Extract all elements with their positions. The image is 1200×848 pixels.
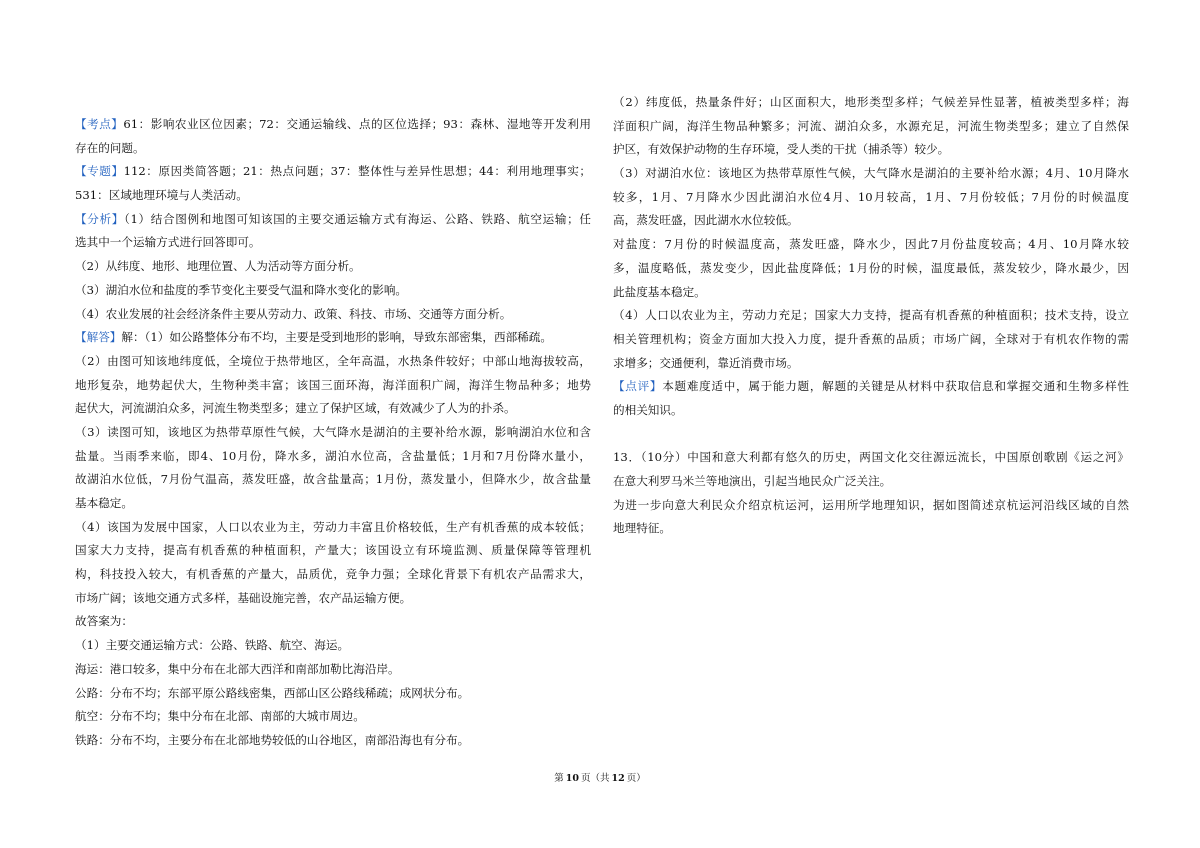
answer-line: 较多，1月、7月降水少因此湖泊水位4月、10月较高，1月、7月份较低；7月份的时候温度	[613, 189, 1129, 204]
jieda-line: 起伏大，河流湖泊众多，河流生物类型多；建立了保护区域，有效减少了人为的扑杀。	[75, 401, 516, 416]
dianping-text: 本题难度适中，属于能力题，解题的关键是从材料中获取信息和掌握交通和生物多样性	[662, 379, 1129, 394]
footer-prefix: 第	[554, 773, 564, 784]
answer-line: （2）纬度低，热量条件好；山区面积大，地形类型多样；气候差异性显著，植被类型多样；海	[613, 95, 1129, 109]
answer-line: （1）主要交通运输方式：公路、铁路、航空、海运。	[75, 638, 350, 653]
answer-line: 护区，有效保护动物的生存环境，受人类的干扰（捕杀等）较少。	[613, 142, 950, 157]
fenxi-line: 选其中一个运输方式进行回答即可。	[75, 235, 261, 250]
fenxi-line: （3）湖泊水位和盐度的季节变化主要受气温和降水变化的影响。	[75, 282, 408, 297]
answer-line: 高，蒸发旺盛，因此湖水水位较低。	[613, 213, 799, 228]
zhuanti-text: 112：原因类简答题；21：热点问题；37：整体性与差异性思想；44：利用地理事实；	[123, 164, 591, 179]
jieda-line: （4）该国为发展中国家，人口以农业为主，劳动力丰富且价格较低，生产有机香蕉的成本较低；	[75, 519, 591, 534]
fenxi-line	[75, 208, 591, 232]
right-column	[613, 91, 1129, 541]
jieda-text: 解：（1）如公路整体分布不均，主要是受到地形的影响，导致东部密集，西部稀疏。	[121, 330, 552, 345]
jieda-line	[75, 326, 591, 350]
answer-line: 洋面积广阔，海洋生物品种繁多；河流、湖泊众多，水源充足，河流生物类型多；建立了自然保	[613, 118, 1129, 133]
total-pages: 12	[611, 773, 625, 784]
jieda-line: 构，科技投入较大，有机香蕉的产量大，品质优，竞争力强；全球化背景下有机农产品需求大，	[75, 567, 591, 582]
dianping-line	[613, 375, 1129, 399]
blank-line	[613, 423, 1129, 447]
answer-line: 此盐度基本稳定。	[613, 284, 706, 299]
kaodian-line	[75, 113, 591, 137]
zhuanti-line	[75, 160, 591, 184]
answer-line: 多，温度略低，蒸发变少，因此盐度降低；1月份的时候，温度最低，蒸发较少，降水最少，因	[613, 260, 1129, 275]
answer-line: 相关管理机构；资金方面加大投入力度，提升香蕉的品质；市场广阔，全球对于有机农作物的需	[613, 331, 1129, 346]
dianping-line: 的相关知识。	[613, 402, 683, 417]
answer-intro: 故答案为：	[75, 614, 133, 629]
answer-line: 公路：分布不均；东部平原公路线密集，西部山区公路线稀疏；成网状分布。	[75, 685, 470, 700]
jieda-line: 地形复杂，地势起伏大，生物种类丰富；该国三面环海，海洋面积广阔，海洋生物品种多；地势	[75, 377, 591, 392]
jieda-line: （3）读图可知，该地区为热带草原性气候，大气降水是湖泊的主要补给水源，影响湖泊水位和含	[75, 424, 591, 439]
answer-line: （4）人口以农业为主，劳动力充足；国家大力支持，提高有机香蕉的种植面积；技术支持，设立	[613, 308, 1129, 323]
footer-middle: 页（共	[580, 773, 610, 784]
dianping-label: 【点评】	[613, 379, 663, 394]
answer-line: 海运：港口较多，集中分布在北部大西洋和南部加勒比海沿岸。	[75, 661, 400, 676]
jieda-line: （2）由图可知该地纬度低，全境位于热带地区，全年高温，水热条件较好；中部山地海拔较高，	[75, 353, 591, 368]
zhuanti-line: 531：区域地理环境与人类活动。	[75, 188, 248, 203]
jieda-line: 国家大力支持，提高有机香蕉的种植面积，产量大；该国设立有环境监测、质量保障等管理机	[75, 543, 591, 558]
question-13-line: 13．（10分）中国和意大利都有悠久的历史，两国文化交往源远流长，中国原创歌剧《运之河》	[613, 450, 1129, 465]
answer-line: （3）对湖泊水位：该地区为热带草原性气候，大气降水是湖泊的主要补给水源；4月、10月降水	[613, 166, 1129, 181]
jieda-line: 故湖泊水位低，7月份气温高，蒸发旺盛，故含盐量高；1月份，蒸发量小，但降水少，故含盐量	[75, 472, 591, 487]
jieda-label: 【解答】	[75, 330, 122, 345]
kaodian-text: 61：影响农业区位因素；72：交通运输线、点的区位选择；93：森林、湿地等开发利用	[123, 117, 591, 131]
fenxi-line: （2）从纬度、地形、地理位置、人为活动等方面分析。	[75, 259, 361, 274]
kaodian-line: 存在的问题。	[75, 140, 145, 155]
question-13-line: 在意大利罗马米兰等地演出，引起当地民众广泛关注。	[613, 474, 892, 488]
fenxi-label: 【分析】	[75, 211, 124, 226]
jieda-line: 基本稳定。	[75, 496, 133, 510]
fenxi-text: （1）结合图例和地图可知该国的主要交通运输方式有海运、公路、铁路、航空运输；任	[124, 211, 591, 226]
jieda-line: 市场广阔；该地交通方式多样，基础设施完善，农产品运输方便。	[75, 590, 412, 605]
page-number: 10	[565, 773, 579, 784]
kaodian-label: 【考点】	[75, 117, 124, 131]
question-13-line: 地理特征。	[613, 521, 671, 536]
answer-line: 航空：分布不均；集中分布在北部、南部的大城市周边。	[75, 709, 365, 724]
fenxi-line: （4）农业发展的社会经济条件主要从劳动力、政策、科技、市场、交通等方面分析。	[75, 306, 512, 321]
left-column	[75, 113, 591, 753]
answer-line: 铁路：分布不均，主要分布在北部地势较低的山谷地区，南部沿海也有分布。	[75, 732, 470, 747]
footer-suffix: 页）	[626, 773, 646, 784]
question-13-line: 为进一步向意大利民众介绍京杭运河，运用所学地理知识，据如图简述京杭运河沿线区域的自然	[613, 497, 1129, 512]
answer-line: 对盐度：7月份的时候温度高，蒸发旺盛，降水少，因此7月份盐度较高；4月、10月降水较	[613, 237, 1129, 252]
zhuanti-label: 【专题】	[75, 164, 124, 179]
page-footer	[0, 772, 1200, 786]
jieda-line: 盐量。当雨季来临，即4、10月份，降水多，湖泊水位高，含盐量低；1月和7月份降水量小，	[75, 448, 591, 463]
answer-line: 求增多；交通便利，靠近消费市场。	[613, 355, 799, 370]
